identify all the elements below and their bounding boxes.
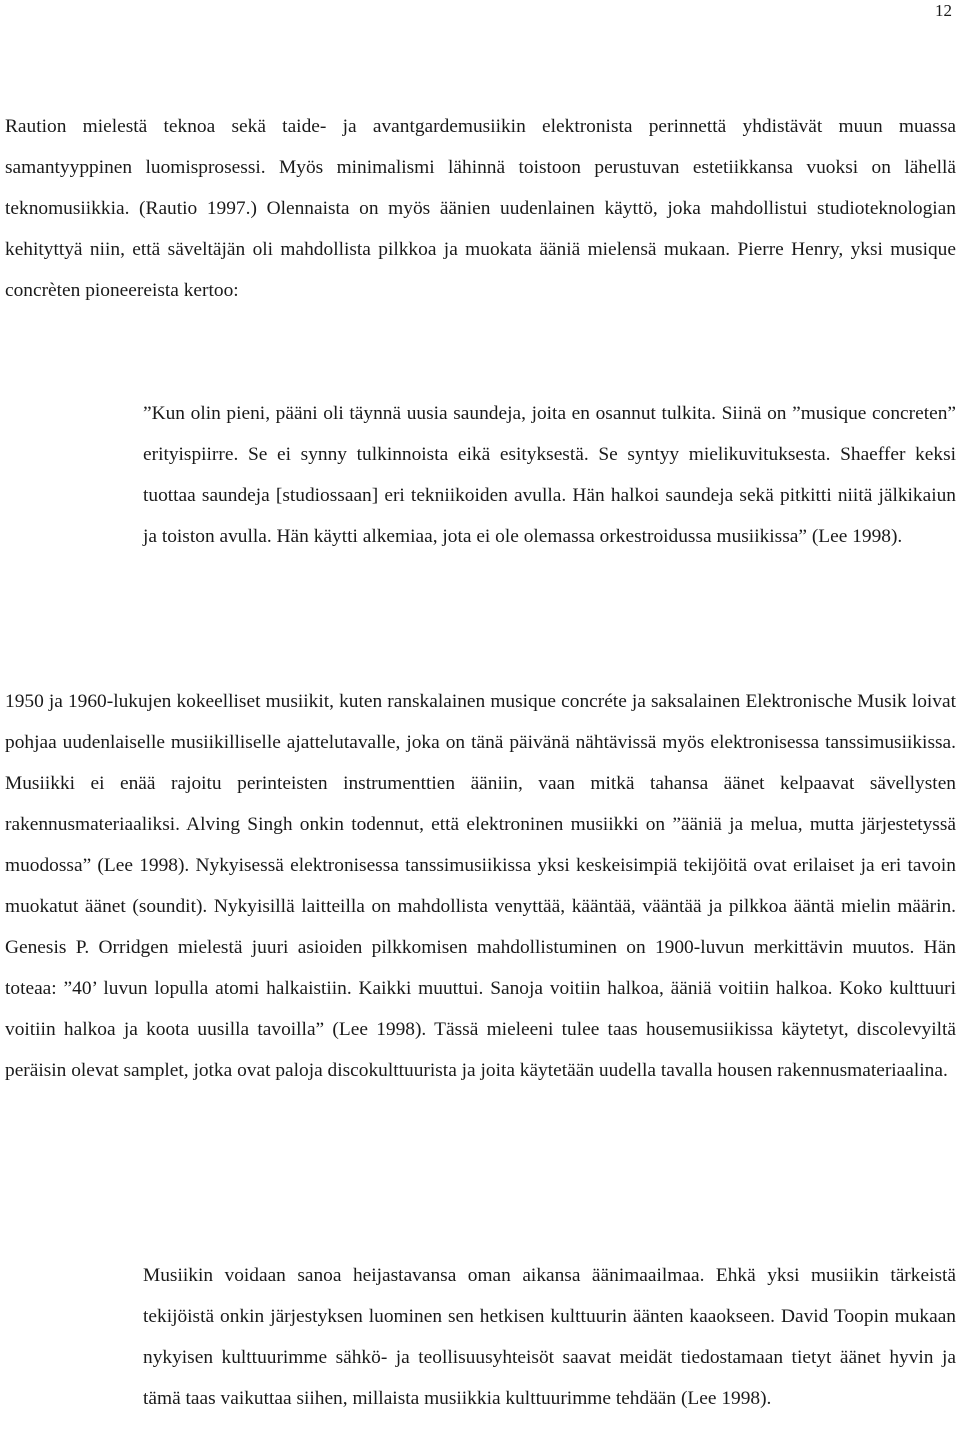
body-paragraph-2: 1950 ja 1960-lukujen kokeelliset musiikit, kuten ranskalainen musique concréte ja saksalainen Elektronische Musik loivat pohjaa uudenlaiselle musiikilliselle ajattelutavalle, joka on tänä päivänä nähtävissä myös elektronisessa tanssimusiikissa. Musiikki ei enää rajoitu perinteisten instrumenttien ääniin, vaan mitkä tahansa äänet kelpaavat sävellysten rakennusmateriaaliksi. Alving Singh onkin todennut, että elektroninen musiikki on ”ääniä ja melua, mutta järjestetyssä muodossa” (Lee 1998). Nykyisessä elektronisessa tanssimusiikissa yksi keskeisimpiä tekijöitä ovat erilaiset ja eri tavoin muokatut äänet (soundit). Nykyisillä laitteilla on mahdollista venyttää, kääntää, vääntää ja pilkkoa ääntä mielin määrin. Genesis P. Orridgen mielestä juuri asioiden pilkkomisen mahdollistuminen on 1900-luvun merkittävin muutos. Hän toteaa: ”40’ luvun lopulla atomi halkaistiin. Kaikki muuttui. Sanoja voitiin halkoa, ääniä voitiin halkoa. Koko kulttuuri voitiin halkoa ja koota uusilla tavoilla” (Lee 1998). Tässä mieleeni tulee taas housemusiikissa käytetyt, discolevyiltä peräisin olevat samplet, jotka ovat paloja discokulttuurista ja joita käytetään uudella tavalla housen rakennusmateriaalina. bbox=[5, 691, 956, 1081]
page-number: 12 bbox=[935, 1, 952, 20]
body-paragraph-1: Raution mielestä teknoa sekä taide- ja avantgardemusiikin elektronista perinnettä yhdistävät muun muassa samantyyppinen luomisprosessi. Myös minimalismi lähinnä toistoon perustuvan estetiikkansa vuoksi on lähellä teknomusiikkia. (Rautio 1997.) Olennaista on myös äänien uudenlainen käyttö, joka mahdollistui studioteknologian kehityttyä niin, että säveltäjän oli mahdollista pilkkoa ja muokata ääniä mielensä mukaan. Pierre Henry, yksi musique concrèten pioneereista kertoo: bbox=[5, 116, 956, 301]
block-quote-1: ”Kun olin pieni, pääni oli täynnä uusia saundeja, joita en osannut tulkita. Siinä on ”musique concreten” erityispiirre. Se ei synny tulkinnoista eikä esityksestä. Se syntyy mielikuvituksesta. Shaeffer keksi tuottaa saundeja [studiossaan] eri tekniikoiden avulla. Hän halkoi saundeja sekä pitkitti niitä jälkikaiun ja toiston avulla. Hän käytti alkemiaa, jota ei ole olemassa orkestroidussa musiikissa” (Lee 1998). bbox=[143, 403, 956, 547]
block-quote-2: Musiikin voidaan sanoa heijastavansa oman aikansa äänimaailmaa. Ehkä yksi musiikin tärkeistä tekijöistä onkin järjestyksen luominen sen hetkisen kulttuurin äänten kaaokseen. David Toopin mukaan nykyisen kulttuurimme sähkö- ja teollisuusyhteisöt saavat meidät tiedostamaan tietyt äänet hyvin ja tämä taas vaikuttaa siihen, millaista musiikkia kulttuurimme tehdään (Lee 1998). bbox=[143, 1265, 956, 1409]
